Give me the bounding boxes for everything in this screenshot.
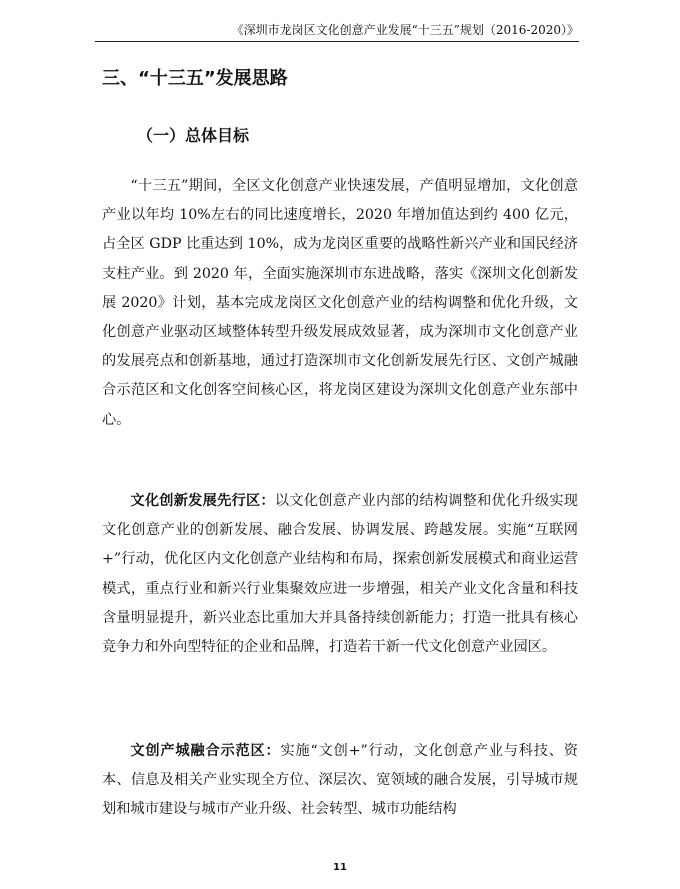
paragraph-lead-innovation-pilot-zone: 文化创新发展先行区： bbox=[130, 493, 275, 509]
section-heading: 三、“十三五”发展思路 bbox=[102, 68, 288, 89]
paragraph-lead-industry-city-integration-zone: 文创产城融合示范区： bbox=[130, 743, 281, 759]
paragraph-body-innovation-pilot-zone: 以文化创意产业内部的结构调整和优化升级实现文化创意产业的创新发展、融合发展、协调发展、跨越发展。实施“互联网+”行动，优化区内文化创意产业结构和布局，探索创新发展模式和商业运营模式，重点行业和新兴行业集聚效应进一步增强，相关产业文化含量和科技含量明显提升，新兴业态比重加大并具备持续创新能力；打造一批具有核心竞争力和外向型特征的企业和品牌，打造若干新一代文化创意产业园区。 bbox=[102, 493, 578, 656]
running-header: 《深圳市龙岗区文化创意产业发展“十三五”规划（2016-2020）》 bbox=[231, 23, 579, 37]
header-rule bbox=[95, 41, 579, 42]
paragraph-innovation-pilot-zone bbox=[102, 487, 578, 662]
paragraph-industry-city-integration-zone bbox=[102, 737, 578, 825]
page-number: 11 bbox=[333, 862, 347, 873]
paragraph-body-industry-city-integration-zone: 实施“文创+”行动，文化创意产业与科技、资本、信息及相关产业实现全方位、深层次、宽领域的融合发展，引导城市规划和城市建设与城市产业升级、社会转型、城市功能结构 bbox=[102, 743, 578, 818]
subsection-heading: （一）总体目标 bbox=[137, 126, 250, 145]
paragraph-overall-goal: “十三五”期间，全区文化创意产业快速发展，产值明显增加，文化创意产业以年均 10%左右的同比速度增长，2020 年增加值达到约 400 亿元，占全区 GDP 比重达到 10%，成为龙岗区重要的战略性新兴产业和国民经济支柱产业。到 2020 年，全面实施深圳市东进战略，落实《深圳文化创新发展 2020》计划，基本完成龙岗区文化创意产业的结构调整和优化升级，文化创意产业驱动区域整体转型升级发展成效显著，成为深圳市文化创意产业的发展亮点和创新基地，通过打造深圳市文化创新发展先行区、文创产城融合示范区和文化创客空间核心区，将龙岗区建设为深圳文化创意产业东部中心。 bbox=[102, 178, 578, 428]
